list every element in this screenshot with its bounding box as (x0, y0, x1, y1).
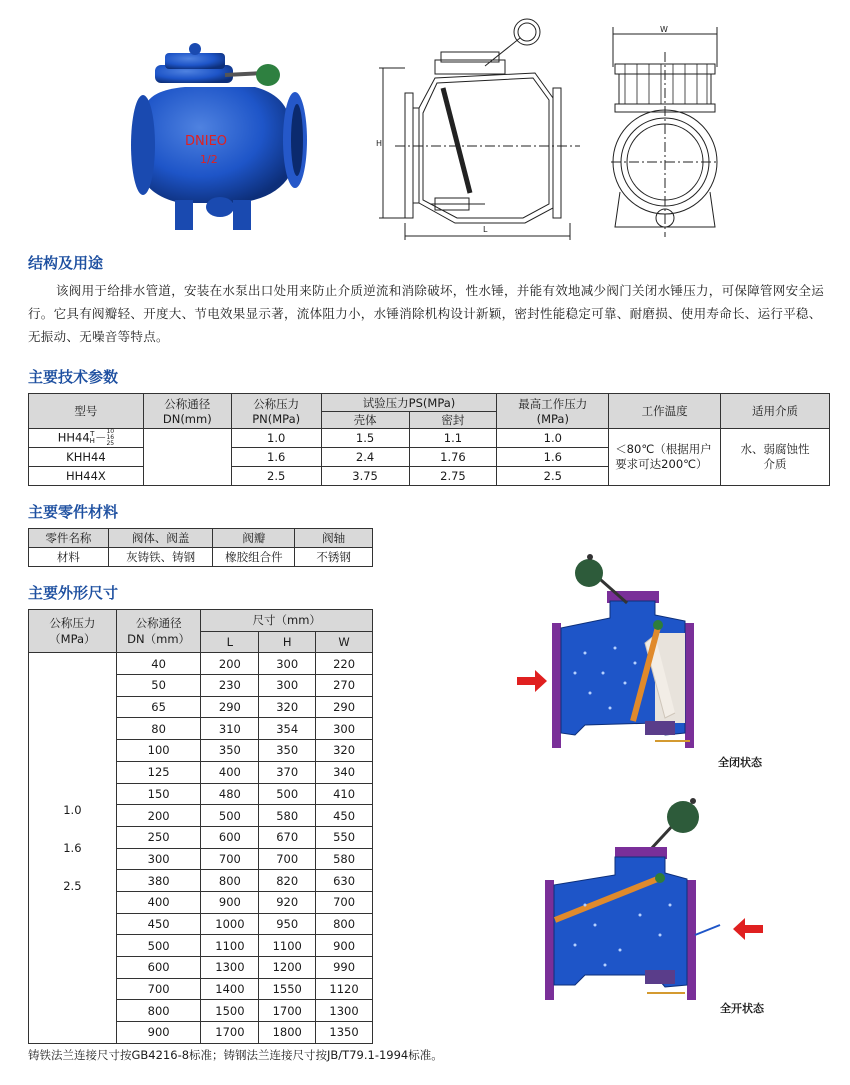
body-mark: 1/2 (200, 153, 218, 166)
h-cell: 1100 (259, 935, 316, 957)
w-cell: 580 (316, 848, 373, 870)
l-cell: 800 (201, 870, 259, 892)
dn-cell: 500 (116, 935, 201, 957)
dn-cell: 80 (116, 718, 201, 740)
dn-cell: 40 (116, 653, 201, 675)
materials-table (28, 528, 373, 567)
w-cell: 290 (316, 696, 373, 718)
th-l: L (201, 631, 259, 653)
h-cell: 950 (259, 913, 316, 935)
max-cell: 2.5 (497, 467, 609, 486)
mat-cell: 材料 (29, 548, 109, 567)
l-cell: 1100 (201, 935, 259, 957)
th-test-pressure: 试验压力PS(MPa) (321, 394, 497, 412)
l-cell: 290 (201, 696, 259, 718)
l-cell: 1700 (201, 1022, 259, 1044)
h-cell: 300 (259, 675, 316, 697)
l-cell: 1500 (201, 1000, 259, 1022)
shell-cell: 2.4 (321, 448, 409, 467)
pn-value: 1.0 (63, 803, 82, 818)
pn-cell: 1.0 (231, 429, 321, 448)
medium-cell: 水、弱腐蚀性介质 (721, 429, 830, 486)
pn-value: 1.6 (63, 841, 82, 856)
th-model: 型号 (29, 394, 144, 429)
model-cell: KHH44 (29, 448, 144, 467)
dn-cell: 200 (116, 805, 201, 827)
h-cell: 350 (259, 740, 316, 762)
dim-l-label: L (483, 225, 488, 234)
w-cell: 270 (316, 675, 373, 697)
dn-cell: 450 (116, 913, 201, 935)
structure-title: 结构及用途 (28, 254, 104, 272)
dn-cell: 600 (116, 957, 201, 979)
w-cell: 990 (316, 957, 373, 979)
l-cell: 400 (201, 761, 259, 783)
h-cell: 370 (259, 761, 316, 783)
dims-title: 主要外形尺寸 (28, 584, 119, 602)
seal-cell: 1.1 (409, 429, 497, 448)
h-cell: 580 (259, 805, 316, 827)
h-cell: 320 (259, 696, 316, 718)
w-cell: 410 (316, 783, 373, 805)
th-temp: 工作温度 (609, 394, 721, 429)
h-cell: 500 (259, 783, 316, 805)
seal-cell: 2.75 (409, 467, 497, 486)
pn-cell: 2.5 (231, 467, 321, 486)
open-state-diagram (535, 775, 765, 1005)
dn-cell: 400 (116, 891, 201, 913)
th-w: W (316, 631, 373, 653)
max-cell: 1.0 (497, 429, 609, 448)
th-dn: 公称通径 DN（mm） (116, 610, 201, 653)
flange-standard-note: 铸铁法兰连接尺寸按GB4216-8标准；铸钢法兰连接尺寸按JB/T79.1-1994标准。 (28, 1048, 443, 1062)
dim-row (29, 653, 373, 675)
structure-description: 该阀用于给排水管道，安装在水泵出口处用来防止介质逆流和消除破坏，性水锤，并能有效地减少阀门关闭水锤压力，可保障管网安全运行。它具有阀瓣轻、开度大、节电效果显示著，流体阻力小，水锤消除机构设计新颖，密封性能稳定可靠、耐磨损、使用寿命长、运行平稳、无振动、无噪音等特点。 (28, 283, 825, 344)
l-cell: 230 (201, 675, 259, 697)
w-cell: 800 (316, 913, 373, 935)
dn-cell: 50 (116, 675, 201, 697)
model-cell: HH44X (29, 467, 144, 486)
w-cell: 700 (316, 891, 373, 913)
w-cell: 340 (316, 761, 373, 783)
mat-header: 阀瓣 (213, 529, 295, 548)
dn-cell: 65 (116, 696, 201, 718)
pn-value: 2.5 (63, 879, 82, 894)
th-seal: 密封 (409, 412, 497, 429)
open-state-label: 全开状态 (720, 1002, 764, 1015)
h-cell: 1700 (259, 1000, 316, 1022)
w-cell: 1350 (316, 1022, 373, 1044)
dn-cell: 380 (116, 870, 201, 892)
w-cell: 220 (316, 653, 373, 675)
l-cell: 480 (201, 783, 259, 805)
mat-cell: 橡胶组合件 (213, 548, 295, 567)
h-cell: 1200 (259, 957, 316, 979)
l-cell: 500 (201, 805, 259, 827)
dn-cell: 100 (116, 740, 201, 762)
w-cell: 1300 (316, 1000, 373, 1022)
th-pn: 公称压力 PN(MPa) (231, 394, 321, 429)
h-cell: 820 (259, 870, 316, 892)
h-cell: 670 (259, 826, 316, 848)
closed-state-label: 全闭状态 (718, 756, 762, 769)
h-cell: 1800 (259, 1022, 316, 1044)
dn-cell: 800 (116, 1000, 201, 1022)
tech-title: 主要技术参数 (28, 368, 119, 386)
shell-cell: 1.5 (321, 429, 409, 448)
materials-title: 主要零件材料 (28, 503, 119, 521)
h-cell: 354 (259, 718, 316, 740)
dn-cell: 125 (116, 761, 201, 783)
th-dn: 公称通径 DN(mm) (143, 394, 231, 429)
th-max-pressure: 最高工作压力 (MPa) (497, 394, 609, 429)
tech-params-table (28, 393, 830, 486)
dn-cell: 700 (116, 978, 201, 1000)
th-medium: 适用介质 (721, 394, 830, 429)
model-cell: HH44T H－10 16 25 (29, 429, 144, 448)
mat-cell: 不锈钢 (295, 548, 373, 567)
dimensions-table (28, 609, 373, 1044)
h-cell: 1550 (259, 978, 316, 1000)
l-cell: 700 (201, 848, 259, 870)
th-pn: 公称压力 （MPa） (29, 610, 117, 653)
max-cell: 1.6 (497, 448, 609, 467)
w-cell: 450 (316, 805, 373, 827)
side-section-drawing (375, 18, 590, 243)
w-cell: 550 (316, 826, 373, 848)
seal-cell: 1.76 (409, 448, 497, 467)
valve-product-photo (125, 35, 310, 235)
th-size: 尺寸（mm） (201, 610, 373, 632)
l-cell: 1000 (201, 913, 259, 935)
w-cell: 900 (316, 935, 373, 957)
l-cell: 200 (201, 653, 259, 675)
mat-header: 阀体、阀盖 (108, 529, 213, 548)
dn-cell: 300 (116, 848, 201, 870)
dim-w-label: W (660, 25, 668, 34)
dn-cell: 150 (116, 783, 201, 805)
brand-mark: DNIEO (185, 134, 228, 149)
mat-header: 零件名称 (29, 529, 109, 548)
h-cell: 700 (259, 848, 316, 870)
l-cell: 1400 (201, 978, 259, 1000)
closed-state-diagram (515, 553, 715, 753)
dn-cell (143, 429, 231, 486)
l-cell: 900 (201, 891, 259, 913)
w-cell: 630 (316, 870, 373, 892)
temp-cell: ＜80℃（根据用户要求可达200℃） (609, 429, 721, 486)
pn-group-cell (29, 653, 117, 1043)
dim-h-label: H (376, 139, 383, 148)
l-cell: 600 (201, 826, 259, 848)
w-cell: 300 (316, 718, 373, 740)
l-cell: 1300 (201, 957, 259, 979)
w-cell: 320 (316, 740, 373, 762)
w-cell: 1120 (316, 978, 373, 1000)
shell-cell: 3.75 (321, 467, 409, 486)
front-section-drawing (605, 22, 730, 242)
h-cell: 920 (259, 891, 316, 913)
dn-cell: 900 (116, 1022, 201, 1044)
pn-cell: 1.6 (231, 448, 321, 467)
th-h: H (259, 631, 316, 653)
dn-cell: 250 (116, 826, 201, 848)
mat-cell: 灰铸铁、铸钢 (108, 548, 213, 567)
th-shell: 壳体 (321, 412, 409, 429)
h-cell: 300 (259, 653, 316, 675)
l-cell: 350 (201, 740, 259, 762)
l-cell: 310 (201, 718, 259, 740)
mat-header: 阀轴 (295, 529, 373, 548)
